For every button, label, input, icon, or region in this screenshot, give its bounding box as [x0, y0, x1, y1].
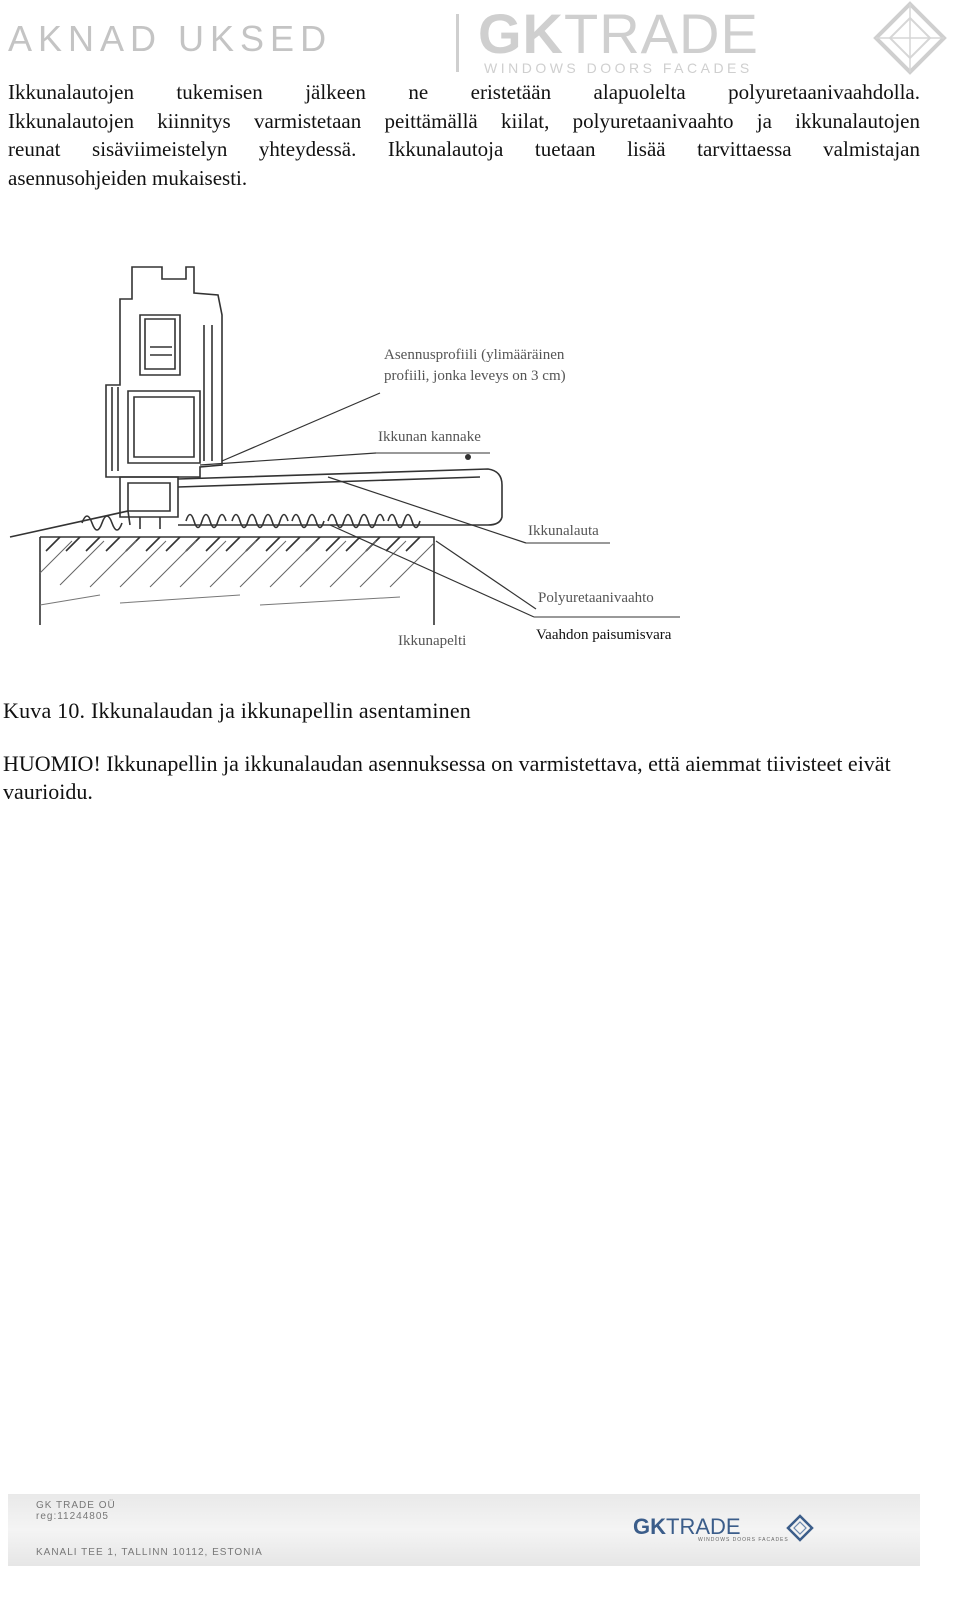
- callout-foam: Polyuretaanivaahto: [538, 590, 654, 606]
- brand-gk-trade-logo: [478, 2, 759, 65]
- callout-profile-line2: profiili, jonka leveys on 3 cm): [384, 368, 566, 384]
- intro-line: Ikkunalautojen tukemisen jälkeen ne eristetään alapuolelta polyuretaanivaahdolla.: [8, 80, 920, 104]
- intro-line: reunat sisäviimeistelyn yhteydessä. Ikkunalautoja tuetaan lisää tarvittaessa valmistajan: [8, 137, 920, 161]
- brand-gk: GK: [478, 2, 564, 65]
- brand-trade: TRADE: [564, 2, 759, 65]
- footer-address: KANALI TEE 1, TALLINN 10112, ESTONIA: [36, 1547, 263, 1558]
- diamond-logo-icon: [870, 0, 950, 78]
- intro-paragraph: [8, 78, 920, 192]
- figure-caption: Kuva 10. Ikkunalaudan ja ikkunapellin asentaminen: [3, 698, 471, 723]
- callout-expansion: Vaahdon paisumisvara: [536, 627, 672, 643]
- window-sill-diagram: [0, 255, 960, 675]
- footer-diamond-icon: [786, 1514, 814, 1542]
- intro-line: asennusohjeiden mukaisesti.: [8, 165, 248, 190]
- installation-figure: [0, 255, 960, 675]
- callout-bracket: Ikkunan kannake: [378, 429, 481, 445]
- footer-tagline: WINDOWS DOORS FACADES: [698, 1537, 789, 1543]
- brand-aknad-uksed: AKNAD UKSED: [8, 18, 333, 59]
- page-header: [0, 0, 960, 78]
- footer-logo-gk: GK: [633, 1514, 666, 1539]
- footer-reg: reg:11244805: [36, 1511, 109, 1522]
- brand-divider: [456, 14, 459, 72]
- footer-logo-trade: TRADE: [666, 1514, 741, 1539]
- callout-sill: Ikkunalauta: [528, 523, 599, 539]
- brand-tagline: WINDOWS DOORS FACADES: [484, 60, 753, 76]
- footer-company: GK TRADE OÜ: [36, 1500, 116, 1511]
- page-footer: [8, 1494, 920, 1566]
- callout-flashing: Ikkunapelti: [398, 633, 467, 649]
- callout-profile-line1: Asennusprofiili (ylimääräinen: [384, 347, 565, 363]
- intro-line: Ikkunalautojen kiinnitys varmistetaan peittämällä kiilat, polyuretaanivaahto ja ikkunalautojen: [8, 108, 920, 133]
- warning-note: HUOMIO! Ikkunapellin ja ikkunalaudan asennuksessa on varmistettava, että aiemmat tiivisteet eivät vaurioidu.: [3, 751, 891, 804]
